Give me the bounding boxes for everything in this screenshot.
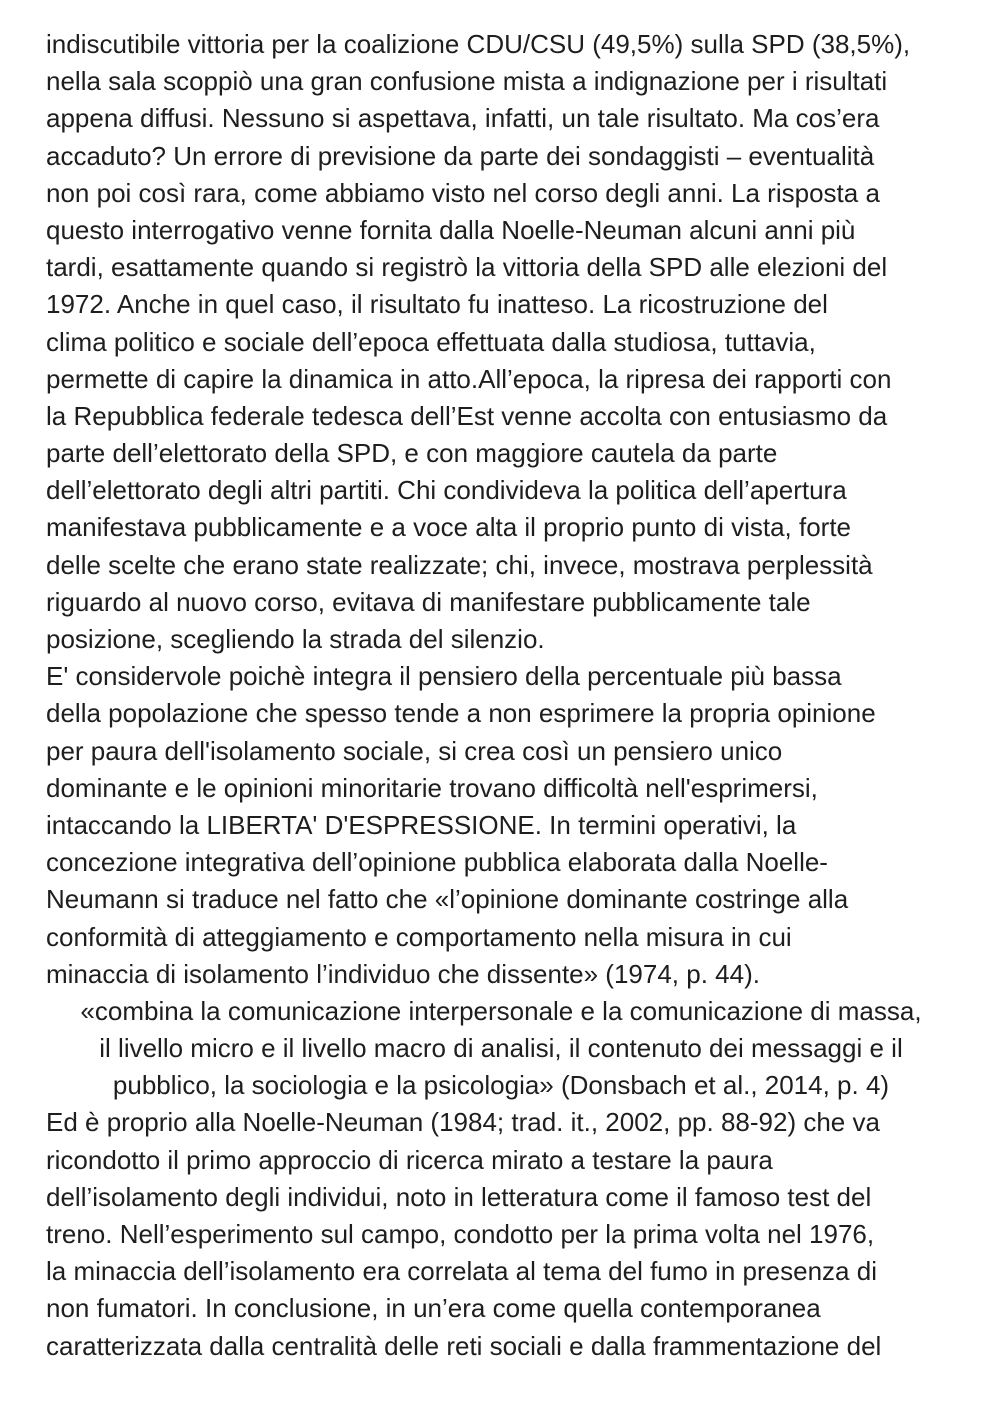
text-line: intaccando la LIBERTA' D'ESPRESSIONE. In termini operativi, la — [46, 809, 797, 840]
quote-line: «combina la comunicazione interpersonale e la comunicazione di massa, — [80, 995, 922, 1026]
text-line: Ed è proprio alla Noelle-Neuman (1984; trad. it., 2002, pp. 88-92) che va — [46, 1107, 880, 1138]
text-line: per paura dell'isolamento sociale, si crea così un pensiero unico — [46, 735, 783, 766]
text-line: ricondotto il primo approccio di ricerca mirato a testare la paura — [46, 1144, 773, 1175]
block-quote — [46, 993, 956, 1105]
text-line: riguardo al nuovo corso, evitava di manifestare pubblicamente tale — [46, 586, 811, 617]
text-line: tardi, esattamente quando si registrò la vittoria della SPD alle elezioni del — [46, 252, 888, 283]
text-line: 1972. Anche in quel caso, il risultato fu inatteso. La ricostruzione del — [46, 289, 828, 320]
text-line: dell’isolamento degli individui, noto in letteratura come il famoso test del — [46, 1181, 872, 1212]
text-line: posizione, scegliendo la strada del silenzio. — [46, 624, 545, 654]
text-line: indiscutibile vittoria per la coalizione CDU/CSU (49,5%) sulla SPD (38,5%), — [46, 29, 911, 59]
text-line: permette di capire la dinamica in atto.All’epoca, la ripresa dei rapporti con — [46, 363, 892, 394]
text-line: la Repubblica federale tedesca dell’Est venne accolta con entusiasmo da — [46, 400, 888, 431]
paragraph-train-test — [46, 1104, 956, 1364]
text-line: conformità di atteggiamento e comportamento nella misura in cui — [46, 921, 792, 952]
quote-line: il livello micro e il livello macro di analisi, il contenuto dei messaggi e il — [99, 1033, 903, 1064]
text-line: Neumann si traduce nel fatto che «l’opinione dominante costringe alla — [46, 884, 849, 915]
text-line: manifestava pubblicamente e a voce alta il proprio punto di vista, forte — [46, 512, 852, 543]
paragraph-election-1972 — [46, 26, 956, 658]
quote-line: pubblico, la sociologia e la psicologia» (Donsbach et al., 2014, p. 4) — [112, 1070, 890, 1101]
text-line: dell’elettorato degli altri partiti. Chi condivideva la politica dell’apertura — [46, 475, 847, 506]
paragraph-spiral-of-silence — [46, 658, 956, 993]
text-line: questo interrogativo venne fornita dalla Noelle-Neuman alcuni anni più — [46, 214, 856, 245]
text-line: caratterizzata dalla centralità delle reti sociali e dalla frammentazione del — [46, 1330, 882, 1361]
text-line: E' considervole poichè integra il pensiero della percentuale più bassa — [46, 661, 842, 692]
text-line: dominante e le opinioni minoritarie trovano difficoltà nell'esprimersi, — [46, 772, 818, 803]
text-line: clima politico e sociale dell’epoca effettuata dalla studiosa, tuttavia, — [46, 326, 816, 357]
text-line: la minaccia dell’isolamento era correlata al tema del fumo in presenza di — [46, 1256, 877, 1287]
text-line: accaduto? Un errore di previsione da parte dei sondaggisti – eventualità — [46, 140, 875, 171]
text-line: non poi così rara, come abbiamo visto nel corso degli anni. La risposta a — [46, 177, 880, 208]
text-line: minaccia di isolamento l’individuo che dissente» (1974, p. 44). — [46, 958, 760, 989]
text-line: concezione integrativa dell’opinione pubblica elaborata dalla Noelle- — [46, 847, 828, 878]
text-line: appena diffusi. Nessuno si aspettava, infatti, un tale risultato. Ma cos’era — [46, 103, 880, 134]
text-line: nella sala scoppiò una gran confusione mista a indignazione per i risultati — [46, 66, 888, 97]
text-line: treno. Nell’esperimento sul campo, condotto per la prima volta nel 1976, — [46, 1219, 875, 1249]
text-line: non fumatori. In conclusione, in un’era come quella contemporanea — [46, 1293, 821, 1324]
text-line: parte dell’elettorato della SPD, e con maggiore cautela da parte — [46, 438, 778, 469]
text-line: delle scelte che erano state realizzate; chi, invece, mostrava perplessità — [46, 549, 873, 580]
text-line: della popolazione che spesso tende a non esprimere la propria opinione — [46, 698, 876, 729]
